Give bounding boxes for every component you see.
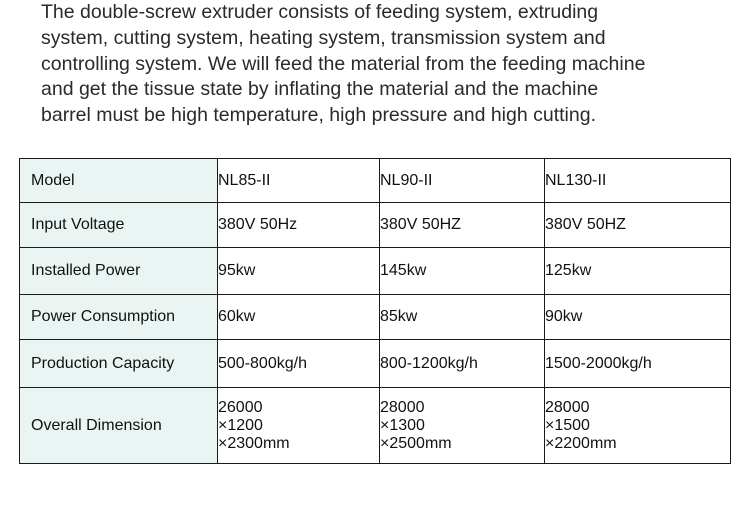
table-cell: 380V 50HZ xyxy=(380,203,545,248)
table-cell: NL130-II xyxy=(545,159,731,203)
dimension-part: 28000 xyxy=(380,398,425,416)
row-label: Model xyxy=(20,159,218,203)
table-cell xyxy=(380,388,545,464)
dimension-part: ×1200 xyxy=(218,416,263,434)
dimension-part: ×2200mm xyxy=(545,434,617,452)
table-cell: 60kw xyxy=(218,295,380,340)
dimension-part: ×2300mm xyxy=(218,434,290,452)
table-cell: 380V 50HZ xyxy=(545,203,731,248)
dimension-part: 26000 xyxy=(218,398,263,416)
row-label: Overall Dimension xyxy=(20,388,218,464)
description-text xyxy=(41,0,741,129)
table-cell: 500-800kg/h xyxy=(218,340,380,388)
table-row xyxy=(20,388,731,464)
table-cell: 145kw xyxy=(380,248,545,295)
dimension-part: 28000 xyxy=(545,398,590,416)
table-row xyxy=(20,295,731,340)
table-cell: 95kw xyxy=(218,248,380,295)
table-cell: 125kw xyxy=(545,248,731,295)
table-row xyxy=(20,203,731,248)
table-cell xyxy=(218,388,380,464)
table-cell: 90kw xyxy=(545,295,731,340)
table-cell: 800-1200kg/h xyxy=(380,340,545,388)
description-line: barrel must be high temperature, high pressure and high cutting. xyxy=(41,104,596,127)
row-label: Power Consumption xyxy=(20,295,218,340)
table-cell: 1500-2000kg/h xyxy=(545,340,731,388)
table-row xyxy=(20,248,731,295)
row-label: Input Voltage xyxy=(20,203,218,248)
description-line: and get the tissue state by inflating the material and the machine xyxy=(41,78,599,101)
table-row xyxy=(20,159,731,203)
description-line: The double-screw extruder consists of feeding system, extruding xyxy=(41,1,599,23)
table-cell: 380V 50Hz xyxy=(218,203,380,248)
dimension-part: ×2500mm xyxy=(380,434,452,452)
table-cell: 85kw xyxy=(380,295,545,340)
dimension-part: ×1300 xyxy=(380,416,425,434)
table-row xyxy=(20,340,731,388)
table-cell: NL85-II xyxy=(218,159,380,203)
table-cell: NL90-II xyxy=(380,159,545,203)
row-label: Production Capacity xyxy=(20,340,218,388)
row-label: Installed Power xyxy=(20,248,218,295)
table-cell xyxy=(545,388,731,464)
specification-table xyxy=(19,158,731,464)
dimension-part: ×1500 xyxy=(545,416,590,434)
description-line: controlling system. We will feed the material from the feeding machine xyxy=(41,52,646,75)
description-line: system, cutting system, heating system, transmission system and xyxy=(41,26,606,49)
